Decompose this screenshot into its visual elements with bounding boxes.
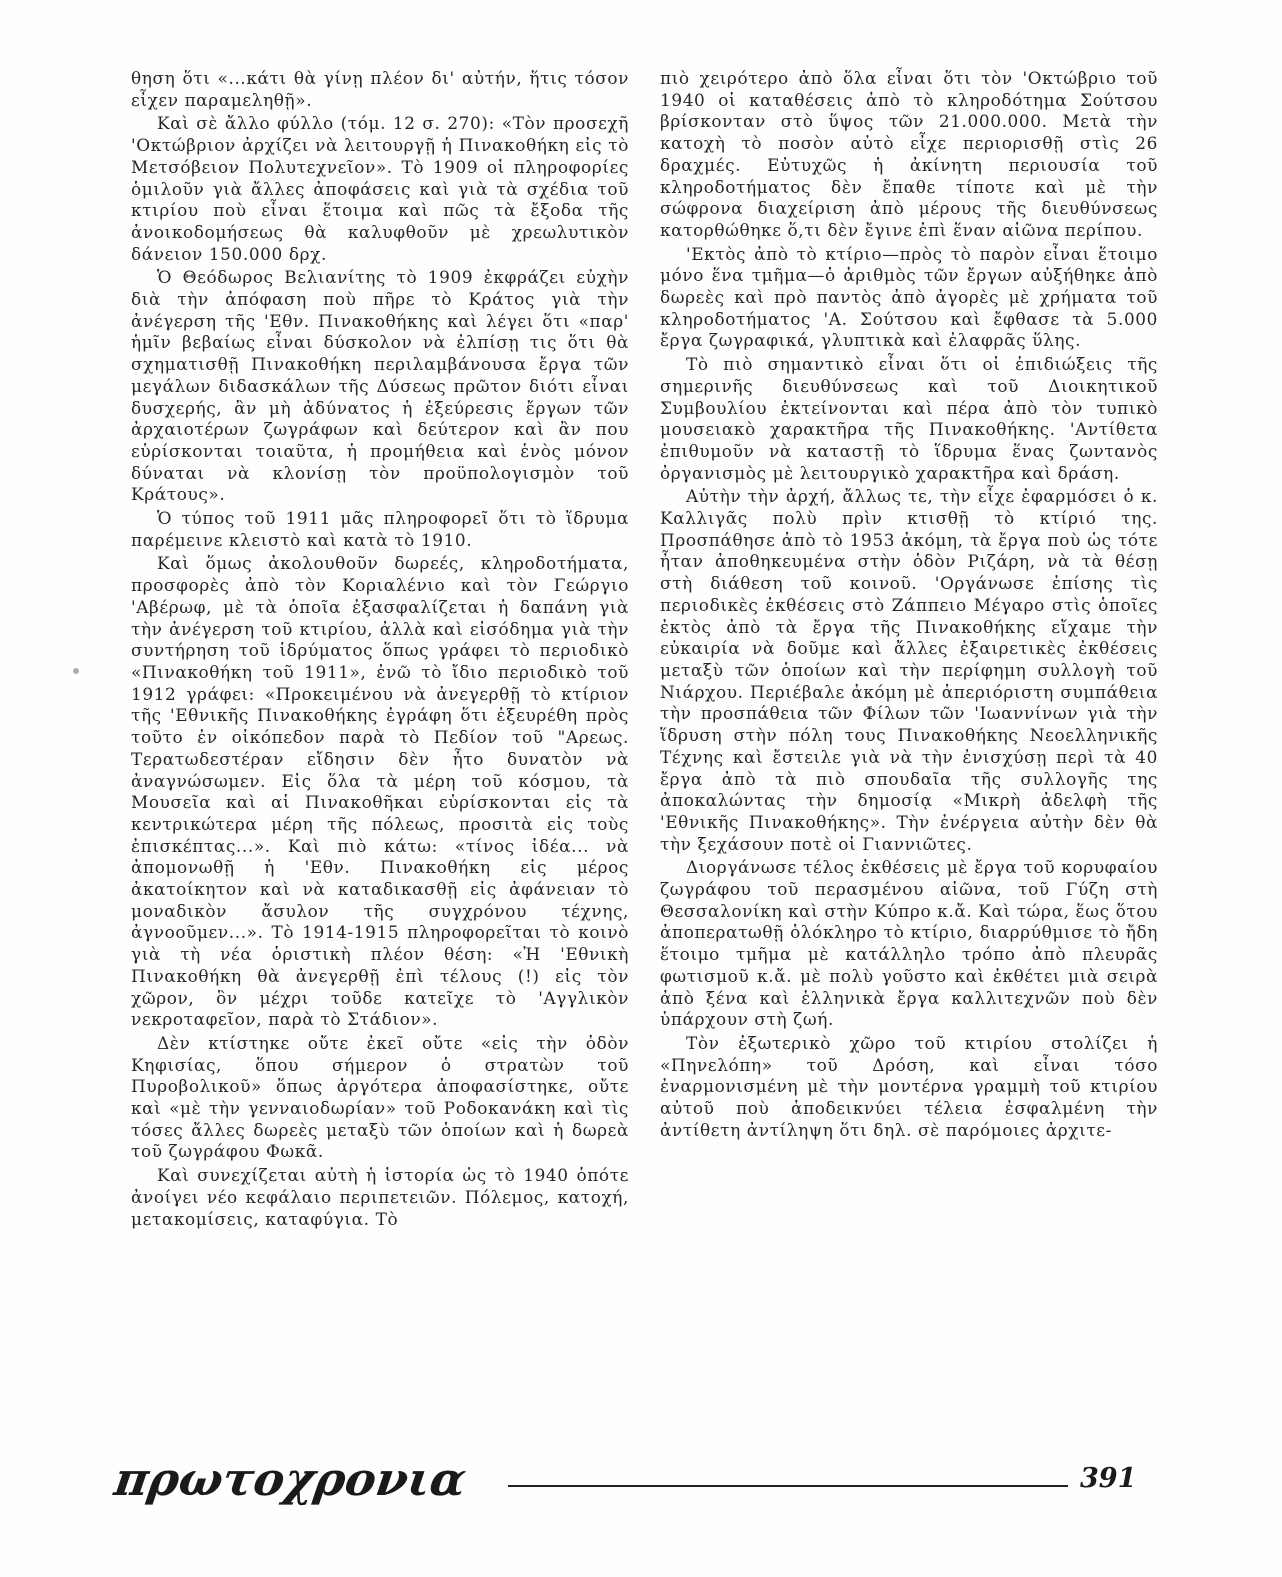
paragraph: 'Εκτὸς ἀπὸ τὸ κτίριο—πρὸς τὸ παρὸν εἶναι ἕτοιμο μόνο ἕνα τμῆμα—ὁ ἀριθμὸς τῶν ἔργων αὐξήθηκε ἀπὸ δωρεὲς καὶ πρὸ παντὸς ἀπὸ ἀγορὲς μὲ χρήματα τοῦ κληροδοτήματος 'Α. Σούτσου καὶ ἔφθασε τὰ 5.000 ἔργα ζωγραφικά, γλυπτικὰ καὶ ἐλαφρᾶς ὕλης. — [660, 243, 1158, 351]
magazine-logo: πρωτοχρονια — [111, 1452, 470, 1506]
paragraph: πιὸ χειρότερο ἀπὸ ὅλα εἶναι ὅτι τὸν 'Οκτώβριο τοῦ 1940 οἱ καταθέσεις ἀπὸ τὸ κληροδότημα Σούτσου βρίσκονταν στὸ ὕψος τῶν 21.000.000. Μετὰ τὴν κατοχὴ τὸ ποσὸν αὐτὸ εἶχε περιορισθῇ στὶς 26 δραχμές. Εὐτυχῶς ἡ ἀκίνητη περιουσία τοῦ κληροδοτήματος δὲν ἔπαθε τίποτε καὶ μὲ τὴν σώφρονα διαχείριση ἀπὸ μέρους τῆς διευθύνσεως κατορθώθηκε ὅ,τι δὲν ἔγινε ἐπὶ ἕναν αἰῶνα περίπου. — [660, 68, 1158, 240]
paragraph: θηση ὅτι «...κάτι θὰ γίνῃ πλέον δι' αὐτήν, ἥτις τόσον εἶχεν παραμεληθῇ». — [131, 68, 629, 110]
paragraph: Δὲν κτίστηκε οὔτε ἐκεῖ οὔτε «εἰς τὴν ὁδὸν Κηφισίας, ὅπου σήμερον ὁ στρατὼν τοῦ Πυροβολικοῦ» ὅπως ἀργότερα ἀποφασίστηκε, οὔτε καὶ «μὲ τὴν γενναιοδωρίαν» τοῦ Ροδοκανάκη καὶ τὶς τόσες ἄλλες δωρεὲς μεταξὺ τῶν ὁποίων καὶ ἡ δωρεὰ τοῦ ζωγράφου Φωκᾶ. — [131, 1032, 629, 1162]
paragraph: Τὸ πιὸ σημαντικὸ εἶναι ὅτι οἱ ἐπιδιώξεις τῆς σημερινῆς διευθύνσεως καὶ τοῦ Διοικητικοῦ Συμβουλίου ἐκτείνονται καὶ πέρα ἀπὸ τὸν τυπικὸ μουσειακὸ χαρακτῆρα τῆς Πινακοθήκης. 'Αντίθετα ἐπιθυμοῦν νὰ καταστῇ τὸ ἵδρυμα ἕνας ζωντανὸς ὀργανισμὸς μὲ λειτουργικὸ χαρακτῆρα καὶ δράση. — [660, 354, 1158, 483]
right-text-column — [660, 68, 1158, 1141]
left-text-column — [131, 68, 629, 1230]
paragraph: Ὁ Θεόδωρος Βελιανίτης τὸ 1909 ἐκφράζει εὐχὴν διὰ τὴν ἀπόφαση ποὺ πῆρε τὸ Κράτος γιὰ τὴν ἀνέγερση τῆς 'Εθν. Πινακοθήκης καὶ λέγει ὅτι «παρ' ἡμῖν βεβαίως εἶναι δύσκολον νὰ ἐλπίσῃ τις ὅτι θὰ σχηματισθῇ Πινακοθήκη περιλαμβάνουσα ἔργα τῶν μεγάλων διδασκάλων τῆς Δύσεως πρῶτον διότι εἶναι δυσχερής, ἂν μὴ ἀδύνατος ἡ ἐξεύρεσις ἔργων τῶν ἀρχαιοτέρων ζωγράφων καὶ δεύτερον καὶ ἂν που εὑρίσκονται τοιαῦτα, ἡ προμήθεια καὶ ἑνὸς μόνον δύναται νὰ κλονίσῃ τὸν προϋπολογισμὸν τοῦ Κράτους». — [131, 267, 629, 505]
footer-rule — [508, 1485, 1068, 1487]
paragraph: Αὐτὴν τὴν ἀρχή, ἄλλως τε, τὴν εἶχε ἐφαρμόσει ὁ κ. Καλλιγᾶς πολὺ πρὶν κτισθῇ τὸ κτίριό της. Προσπάθησε ἀπὸ τὸ 1953 ἀκόμη, τὰ ἔργα ποὺ ὡς τότε ἦταν ἀποθηκευμένα στὴν ὁδὸν Ριζάρη, νὰ τὰ θέσῃ στὴ διάθεση τοῦ κοινοῦ. 'Οργάνωσε ἐπίσης τὶς περιοδικὲς ἐκθέσεις στὸ Ζάππειο Μέγαρο στὶς ὁποῖες ἐκτὸς ἀπὸ τὰ ἔργα τῆς Πινακοθήκης εἴχαμε τὴν εὐκαιρία νὰ δοῦμε καὶ ἄλλες ἐξαιρετικὲς ἐκθέσεις μεταξὺ τῶν ὁποίων καὶ τὴν περίφημη συλλογὴ τοῦ Νιάρχου. Περιέβαλε ἀκόμη μὲ ἀπεριόριστη συμπάθεια τὴν προσπάθεια τῶν Φίλων τῶν 'Ιωαννίνων γιὰ τὴν ἵδρυση στὴν πόλη τους Πινακοθήκης Νεοελληνικῆς Τέχνης καὶ ἔστειλε γιὰ νὰ τὴν ἐνισχύσῃ περὶ τὰ 40 ἔργα ἀπὸ τὰ πιὸ σπουδαῖα τῆς συλλογῆς της ἀποκαλώντας τὴν δημοσίᾳ «Μικρὴ ἀδελφὴ τῆς 'Εθνικῆς Πινακοθήκης». Τὴν ἐνέργεια αὐτὴν δὲν θὰ τὴν ξεχάσουν ποτὲ οἱ Γιαννιῶτες. — [660, 486, 1158, 854]
paragraph: Διοργάνωσε τέλος ἐκθέσεις μὲ ἔργα τοῦ κορυφαίου ζωγράφου τοῦ περασμένου αἰῶνα, τοῦ Γύζη στὴ Θεσσαλονίκη καὶ στὴν Κύπρο κ.ἄ. Καὶ τώρα, ἕως ὅτου ἀποπερατωθῇ ὁλόκληρο τὸ κτίριο, διαρρύθμισε τὸ ἤδη ἕτοιμο τμῆμα μὲ κατάλληλο τρόπο ἀπὸ πλευρᾶς φωτισμοῦ κ.ἄ. μὲ πολὺ γοῦστο καὶ ἐκθέτει μιὰ σειρὰ ἀπὸ ξένα καὶ ἑλληνικὰ ἔργα καλλιτεχνῶν ποὺ δὲν ὑπάρχουν στὴ ζωή. — [660, 857, 1158, 1030]
paragraph: Καὶ σὲ ἄλλο φύλλο (τόμ. 12 σ. 270): «Τὸν προσεχῆ 'Οκτώβριον ἀρχίζει νὰ λειτουργῇ ἡ Πινακοθήκη εἰς τὸ Μετσόβειον Πολυτεχνεῖον». Τὸ 1909 οἱ πληροφορίες ὁμιλοῦν γιὰ ἄλλες ἀποφάσεις καὶ γιὰ τὰ σχέδια τοῦ κτιρίου ποὺ εἶναι ἕτοιμα καὶ πῶς τὰ ἔξοδα τῆς ἀνοικοδομήσεως θὰ καλυφθοῦν μὲ χρεωλυτικὸν δάνειον 150.000 δρχ. — [131, 113, 629, 264]
paragraph: Καὶ συνεχίζεται αὐτὴ ἡ ἱστορία ὡς τὸ 1940 ὁπότε ἀνοίγει νέο κεφάλαιο περιπετειῶν. Πόλεμος, κατοχή, μετακομίσεις, καταφύγια. Τὸ — [131, 1165, 629, 1229]
paragraph: Ὁ τύπος τοῦ 1911 μᾶς πληροφορεῖ ὅτι τὸ ἵδρυμα παρέμεινε κλειστὸ καὶ κατὰ τὸ 1910. — [131, 508, 629, 550]
print-speck — [73, 668, 79, 674]
paragraph: Καὶ ὅμως ἀκολουθοῦν δωρεές, κληροδοτήματα, προσφορὲς ἀπὸ τὸν Κοριαλένιο καὶ τὸν Γεώργιο 'Αβέρωφ, μὲ τὰ ὁποῖα ἐξασφαλίζεται ἡ δαπάνη γιὰ τὴν ἀνέγερση τοῦ κτιρίου, ἀλλὰ καὶ εἰσόδημα γιὰ τὴν συντήρηση τοῦ ἱδρύματος ὅπως γράφει τὸ περιοδικὸ «Πινακοθήκη τοῦ 1911», ἐνῶ τὸ ἴδιο περιοδικὸ τοῦ 1912 γράφει: «Προκειμένου νὰ ἀνεγερθῇ τὸ κτίριον τῆς 'Εθνικῆς Πινακοθήκης ἐγράφη ὅτι ἐξευρέθη πρὸς τοῦτο ἐν οἰκόπεδον παρὰ τὸ Πεδίον τοῦ "Αρεως. Τερατωδεστέραν εἴδησιν δὲν ἦτο δυνατὸν νὰ ἀναγνώσωμεν. Εἰς ὅλα τὰ μέρη τοῦ κόσμου, τὰ Μουσεῖα καὶ αἱ Πινακοθῆκαι εὑρίσκονται εἰς τὰ κεντρικώτερα μέρη τῆς πόλεως, προσιτὰ εἰς τοὺς ἐπισκέπτας...». Καὶ πιὸ κάτω: «τίνος ἰδέα... νὰ ἀπομονωθῇ ἡ 'Εθν. Πινακοθήκη εἰς μέρος ἀκατοίκητον καὶ νὰ καταδικασθῇ εἰς ἀφάνειαν τὸ μοναδικὸν ἄσυλον τῆς συγχρόνου τέχνης, ἀγνοοῦμεν...». Τὸ 1914-1915 πληροφορεῖται τὸ κοινὸ γιὰ τὴ νέα ὁριστικὴ πλέον θέση: «Ἡ 'Εθνικὴ Πινακοθήκη θὰ ἀνεγερθῇ ἐπὶ τέλους (!) εἰς τὸν χῶρον, ὃν μέχρι τοῦδε κατεῖχε τὸ 'Αγγλικὸν νεκροταφεῖον, παρὰ τὸ Στάδιον». — [131, 553, 629, 1030]
page-number: 391 — [1080, 1463, 1137, 1494]
paragraph: Τὸν ἐξωτερικὸ χῶρο τοῦ κτιρίου στολίζει ἡ «Πηνελόπη» τοῦ Δρόση, καὶ εἶναι τόσο ἐναρμονισμένη μὲ τὴν μοντέρνα γραμμὴ τοῦ κτιρίου αὐτοῦ ποὺ ἀποδεικνύει τέλεια ἐσφαλμένη τὴν ἀντίθετη ἀντίληψη ὅτι δηλ. σὲ παρόμοιες ἀρχιτε- — [660, 1032, 1158, 1140]
